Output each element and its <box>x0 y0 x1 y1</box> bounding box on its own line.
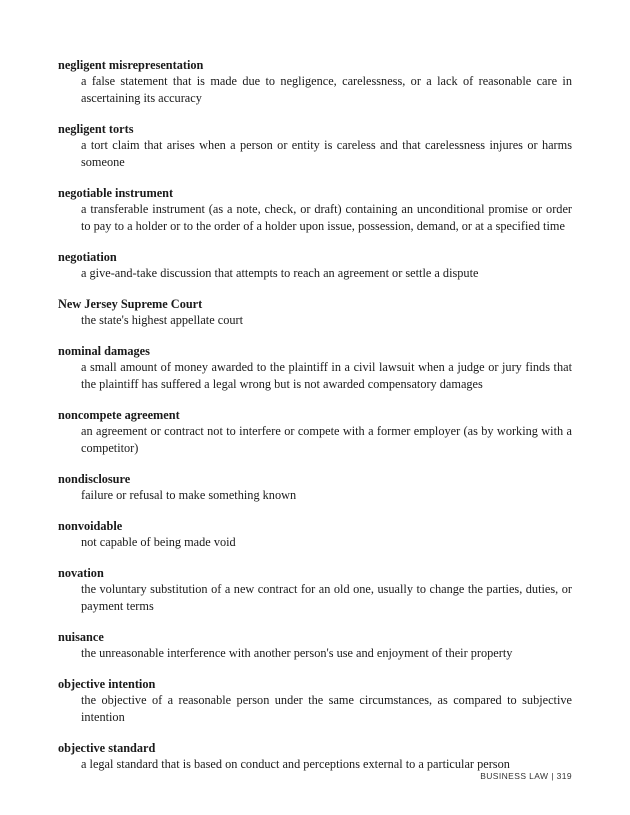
glossary-entry <box>58 740 572 773</box>
glossary-definition: the unreasonable interference with another person's use and enjoyment of their property <box>81 646 513 660</box>
footer-separator: | <box>551 771 554 781</box>
glossary-term: novation <box>58 566 104 580</box>
glossary-entry <box>58 249 572 282</box>
glossary-term: negotiable instrument <box>58 186 174 200</box>
glossary-definition: an agreement or contract not to interfere or compete with a former employer (as by working with a competitor) <box>81 424 572 455</box>
glossary-list <box>58 57 572 787</box>
glossary-definition: a tort claim that arises when a person or entity is careless and that carelessness injures or harms someone <box>81 138 572 169</box>
glossary-term: objective standard <box>58 741 156 755</box>
footer-book-title: BUSINESS LAW <box>480 771 549 781</box>
glossary-definition: a small amount of money awarded to the plaintiff in a civil lawsuit when a judge or jury finds that the plaintiff has suffered a legal wrong but is not awarded compensatory damages <box>81 360 572 391</box>
glossary-term: nondisclosure <box>58 472 131 486</box>
glossary-term: noncompete agreement <box>58 408 180 422</box>
glossary-term: objective intention <box>58 677 156 691</box>
glossary-entry <box>58 57 572 107</box>
glossary-entry <box>58 296 572 329</box>
glossary-entry <box>58 343 572 393</box>
glossary-definition: not capable of being made void <box>81 535 236 549</box>
page-footer <box>480 771 572 781</box>
glossary-term: negotiation <box>58 250 117 264</box>
glossary-definition: the objective of a reasonable person under the same circumstances, as compared to subjective intention <box>81 693 572 724</box>
glossary-term: nuisance <box>58 630 104 644</box>
glossary-definition: failure or refusal to make something known <box>81 488 297 502</box>
glossary-entry <box>58 471 572 504</box>
glossary-entry <box>58 565 572 615</box>
glossary-definition: a legal standard that is based on conduct and perceptions external to a particular person <box>81 757 510 771</box>
glossary-entry <box>58 676 572 726</box>
glossary-term: negligent misrepresentation <box>58 58 204 72</box>
glossary-definition: a give-and-take discussion that attempts to reach an agreement or settle a dispute <box>81 266 479 280</box>
glossary-term: nonvoidable <box>58 519 123 533</box>
glossary-term: negligent torts <box>58 122 134 136</box>
glossary-entry <box>58 407 572 457</box>
glossary-term: nominal damages <box>58 344 150 358</box>
footer-page-number: 319 <box>556 771 572 781</box>
glossary-entry <box>58 518 572 551</box>
glossary-term: New Jersey Supreme Court <box>58 297 203 311</box>
glossary-entry <box>58 185 572 235</box>
glossary-definition: a transferable instrument (as a note, check, or draft) containing an unconditional promise or order to pay to a holder or to the order of a holder upon issue, possession, demand, or at a specified time <box>81 202 572 233</box>
glossary-entry <box>58 629 572 662</box>
glossary-definition: the state's highest appellate court <box>81 313 244 327</box>
glossary-definition: the voluntary substitution of a new contract for an old one, usually to change the parties, duties, or payment terms <box>81 582 572 613</box>
glossary-entry <box>58 121 572 171</box>
glossary-definition: a false statement that is made due to negligence, carelessness, or a lack of reasonable care in ascertaining its accuracy <box>81 74 572 105</box>
